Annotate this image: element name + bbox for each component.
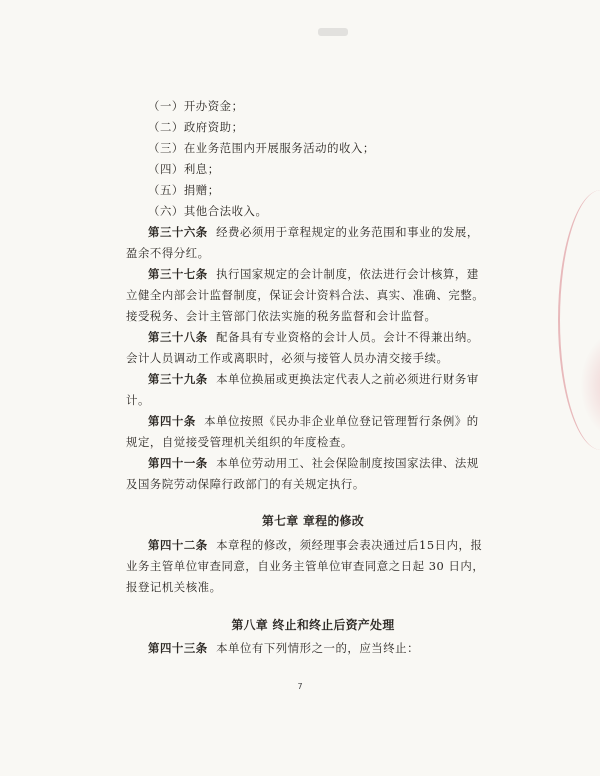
article-text: 本单位按照《民办非企业单位登记管理暂行条例》的 (204, 414, 479, 428)
page-number: 7 (297, 682, 303, 691)
article-38 (148, 327, 478, 348)
article-text-line: 报登记机关核准。 (126, 580, 222, 594)
article-label: 第四十条 (148, 414, 196, 428)
list-item: （三）在业务范围内开展服务活动的收入； (148, 141, 375, 155)
article-37 (148, 264, 478, 285)
article-text: 本单位有下列情形之一的，应当终止： (216, 641, 420, 655)
list-item: （六）其他合法收入。 (148, 204, 268, 218)
article-40 (148, 411, 478, 432)
article-text: 本章程的修改，须经理事会表决通过后15日内，报 (216, 538, 483, 552)
list-item: （二）政府资助； (148, 120, 244, 134)
article-text-line: 业务主管单位审查同意，自业务主管单位审查同意之日起 30 日内， (126, 559, 485, 573)
article-text-line: 计。 (126, 393, 150, 407)
article-label: 第三十八条 (148, 330, 208, 344)
list-item: （五）捐赠； (148, 183, 220, 197)
article-36 (148, 222, 478, 243)
scan-mark (318, 28, 348, 36)
article-label: 第三十六条 (148, 225, 208, 239)
article-41 (148, 453, 478, 474)
article-43 (148, 638, 478, 659)
article-text-line: 接受税务、会计主管部门依法实施的税务监督和会计监督。 (126, 309, 437, 323)
article-text: 执行国家规定的会计制度，依法进行会计核算，建 (216, 267, 479, 281)
chapter-heading: 第七章 章程的修改 (261, 514, 365, 528)
document-body (126, 96, 485, 659)
article-text: 本单位劳动用工、社会保险制度按国家法律、法规 (216, 456, 479, 470)
article-text: 本单位换届或更换法定代表人之前必须进行财务审 (216, 372, 479, 386)
article-text-line: 会计人员调动工作或离职时，必须与接管人员办清交接手续。 (126, 351, 449, 365)
chapter-heading: 第八章 终止和终止后资产处理 (231, 618, 395, 632)
article-39 (148, 369, 478, 390)
article-label: 第三十九条 (148, 372, 208, 386)
article-text: 经费必须用于章程规定的业务范围和事业的发展， (216, 225, 479, 239)
article-label: 第四十一条 (148, 456, 208, 470)
article-42 (148, 535, 483, 556)
article-label: 第三十七条 (148, 267, 208, 281)
seal-stamp-fragment (580, 330, 600, 440)
article-text-line: 立健全内部会计监督制度，保证会计资料合法、真实、准确、完整。 (126, 288, 485, 302)
article-label: 第四十三条 (148, 641, 208, 655)
list-item: （一）开办资金； (148, 99, 244, 113)
article-text-line: 盈余不得分红。 (126, 246, 210, 260)
list-item: （四）利息； (148, 162, 220, 176)
article-label: 第四十二条 (148, 538, 208, 552)
article-text-line: 及国务院劳动保障行政部门的有关规定执行。 (126, 477, 365, 491)
article-text: 配备具有专业资格的会计人员。会计不得兼出纳。 (216, 330, 479, 344)
article-text-line: 规定，自觉接受管理机关组织的年度检查。 (126, 435, 353, 449)
